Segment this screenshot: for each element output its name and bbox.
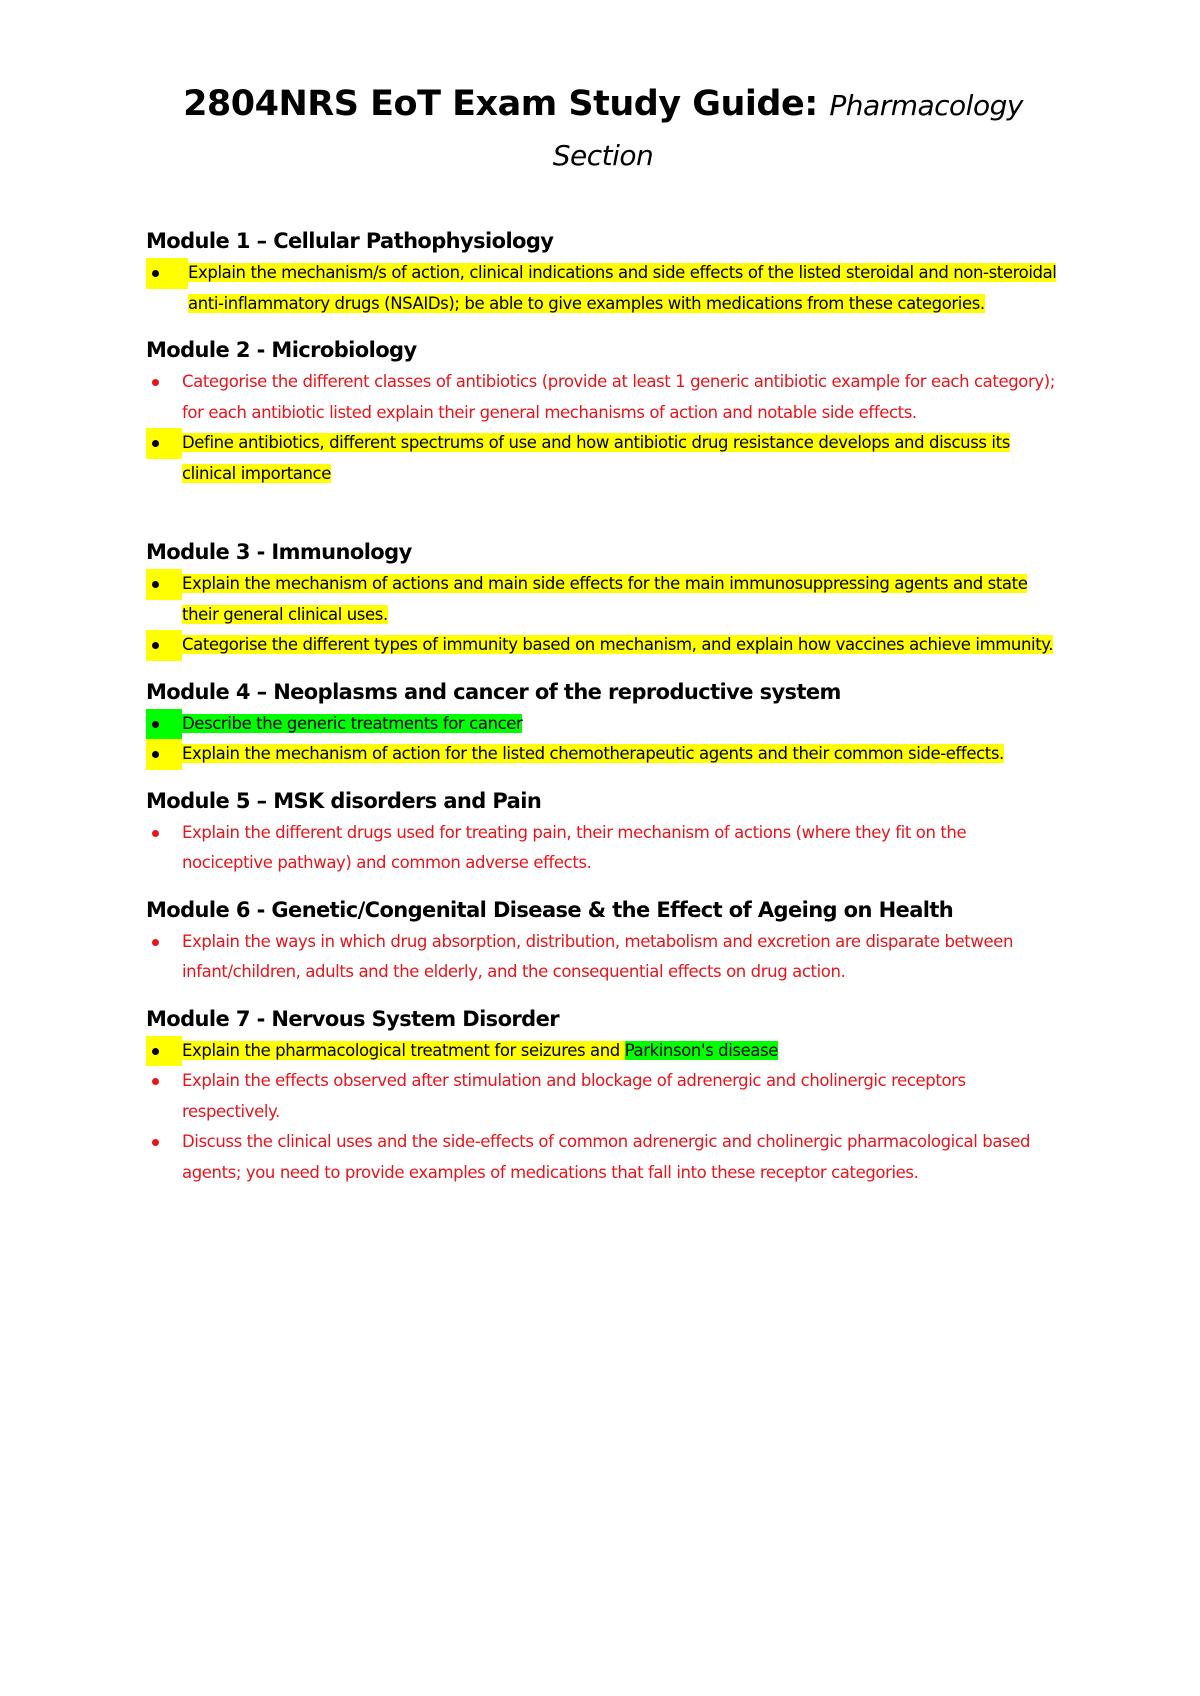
objective-text: Explain the ways in which drug absorption, distribution, metabolism and excretion are disparate between infant/children, adults and the elderly, and the consequential effects on drug action.: [182, 931, 1014, 981]
module-heading: Module 6 - Genetic/Congenital Disease & the Effect of Ageing on Health: [146, 897, 954, 922]
objective-text: Define antibiotics, different spectrums of use and how antibiotic drug resistance develops and discuss its clinical importance: [182, 433, 1010, 483]
objective-text: Explain the pharmacological treatment for seizures and: [182, 1040, 625, 1060]
module-4: [146, 677, 1060, 770]
objective-text: Explain the effects observed after stimulation and blockage of adrenergic and cholinergic receptors respectively.: [182, 1071, 966, 1121]
objective-item: [146, 569, 1060, 630]
objective-item: [146, 1066, 1060, 1127]
objective-list: [146, 367, 1060, 489]
module-heading: Module 5 – MSK disorders and Pain: [146, 788, 542, 813]
title-subtitle: Pharmacology Section: [552, 89, 1023, 172]
objective-list: [146, 258, 1060, 319]
module-heading: Module 1 – Cellular Pathophysiology: [146, 229, 554, 253]
module-heading: Module 3 - Immunology: [146, 540, 412, 564]
bullet-icon: [146, 709, 182, 740]
module-7: [146, 1004, 1060, 1189]
module-1: [146, 226, 1060, 319]
objective-list: [146, 818, 1060, 879]
bullet-icon: [146, 1036, 182, 1067]
objective-item: [146, 258, 1060, 319]
module-heading: Module 4 – Neoplasms and cancer of the reproductive system: [146, 679, 841, 704]
objective-item: [146, 428, 1060, 489]
bullet-icon: [146, 927, 182, 958]
bullet-icon: [146, 818, 182, 849]
objective-text: Categorise the different classes of antibiotics (provide at least 1 generic antibiotic example for each category); for each antibiotic listed explain their general mechanisms of action and notable side effects.: [182, 372, 1055, 422]
module-3: [146, 537, 1060, 661]
bullet-icon: [146, 630, 182, 661]
bullet-icon: [146, 1066, 182, 1097]
module-heading: Module 7 - Nervous System Disorder: [146, 1006, 559, 1031]
objective-text: Discuss the clinical uses and the side-effects of common adrenergic and cholinergic pharmacological based agents; you need to provide examples of medications that fall into these receptor categories.: [182, 1132, 1031, 1182]
objective-item: [146, 1127, 1060, 1188]
objective-text: Explain the mechanism of action for the listed chemotherapeutic agents and their common side-effects.: [182, 744, 1004, 763]
title-main: 2804NRS EoT Exam Study Guide:: [183, 84, 818, 124]
objective-text: Explain the different drugs used for treating pain, their mechanism of actions (where they fit on the nociceptive pathway) and common adverse effects.: [182, 822, 967, 872]
bullet-icon: [146, 569, 182, 600]
bullet-icon: [146, 739, 182, 770]
bullet-icon: [146, 367, 182, 398]
bullet-icon: [146, 428, 182, 459]
objective-item: [146, 367, 1060, 428]
objective-text: Categorise the different types of immunity based on mechanism, and explain how vaccines achieve immunity.: [182, 635, 1054, 654]
objective-item: [146, 818, 1060, 879]
objective-text: Explain the mechanism/s of action, clinical indications and side effects of the listed steroidal and non-steroidal anti-inflammatory drugs (NSAIDs); be able to give examples with medications from these categories.: [188, 263, 1057, 313]
objective-item: [146, 739, 1060, 770]
document-title: [146, 80, 1060, 180]
objective-list: [146, 1036, 1060, 1189]
objective-list: [146, 709, 1060, 770]
module-2: [146, 335, 1060, 489]
objective-item: [146, 1036, 1060, 1067]
objective-item: [146, 630, 1060, 661]
objective-text: Explain the mechanism of actions and main side effects for the main immunosuppressing agents and state their general clinical uses.: [182, 574, 1028, 624]
module-heading: Module 2 - Microbiology: [146, 338, 417, 362]
objective-text: Describe the generic treatments for cancer: [182, 713, 523, 733]
module-5: [146, 786, 1060, 879]
objective-item: [146, 927, 1060, 988]
module-6: [146, 895, 1060, 988]
objective-list: [146, 569, 1060, 661]
bullet-icon: [146, 1127, 182, 1158]
bullet-icon: [146, 258, 188, 289]
objective-item: [146, 709, 1060, 740]
objective-text-green: Parkinson's disease: [624, 1040, 779, 1060]
objective-list: [146, 927, 1060, 988]
